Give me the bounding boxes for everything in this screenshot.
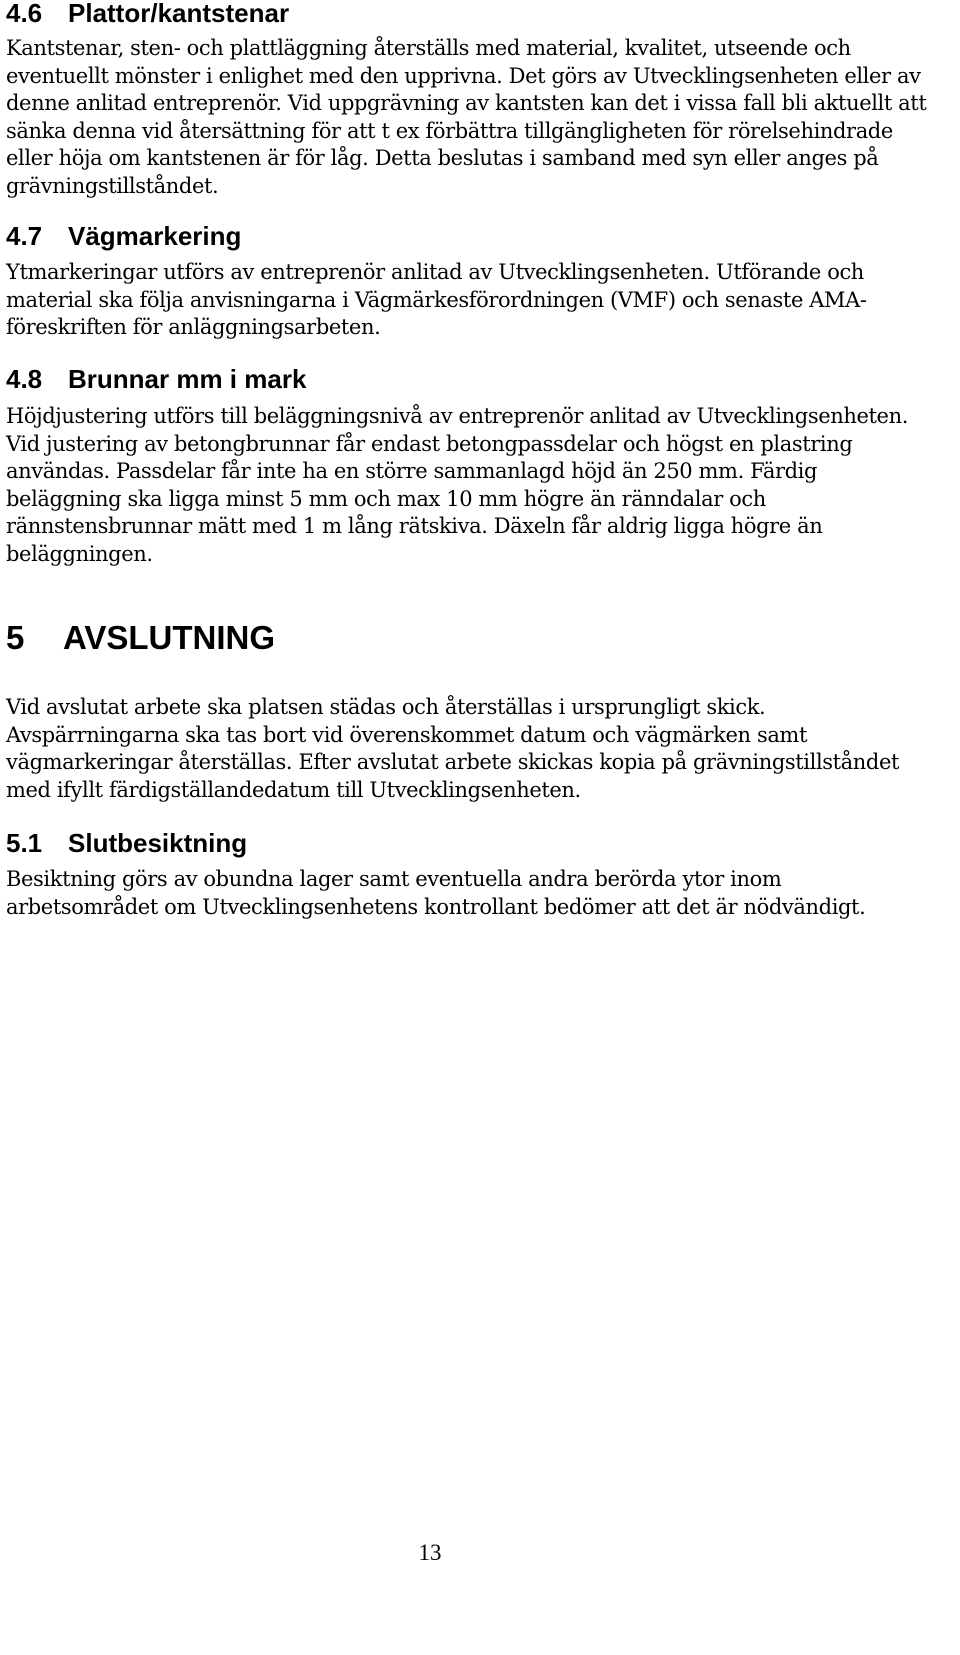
paragraph-brunnar: Höjdjustering utförs till beläggningsnivå av entreprenör anlitad av Utvecklingsenheten. Vid justering av betongbrunnar får endast betongpassdelar och högst en plastring användas. Passdelar får inte ha en större sammanlagd höjd än 250 mm. Färdig beläggning ska ligga minst 5 mm och max 10 mm högre än ränndalar och rännstensbrunnar mätt med 1 m lång rätskiva. Däxeln får aldrig ligga högre än beläggningen. [6,404,908,566]
heading-number: 4.8 [6,364,43,394]
heading-5-1 [6,828,247,858]
paragraph-plattor-kantstenar: Kantstenar, sten- och plattläggning återställs med material, kvalitet, utseende och eventuellt mönster i enlighet med den upprivna. Det görs av Utvecklingsenheten eller av denne anlitad entreprenör. Vid uppgrävning av kantsten kan det i vissa fall bli aktuellt att sänka denna vid återsättning för att t ex förbättra tillgängligheten för rörelsehindrade eller höja om kantstenen är för låg. Detta beslutas i samband med syn eller anges på grävningstillståndet. [6,36,927,198]
paragraph-slutbesiktning: Besiktning görs av obundna lager samt eventuella andra berörda ytor inom arbetsområdet om Utvecklingsenhetens kontrollant bedömer att det är nödvändigt. [6,867,866,919]
heading-5 [6,619,275,657]
heading-number: 4.6 [6,0,43,28]
heading-4-6 [6,0,289,28]
heading-4-7 [6,221,241,251]
heading-title: Plattor/kantstenar [68,0,290,28]
heading-title: AVSLUTNING [63,619,276,656]
heading-number: 5.1 [6,828,43,858]
paragraph-vagmarkering: Ytmarkeringar utförs av entreprenör anlitad av Utvecklingsenheten. Utförande och material ska följa anvisningarna i Vägmärkesförordningen (VMF) och senaste AMA-föreskriften för anläggningsarbeten. [6,260,867,339]
heading-title: Slutbesiktning [68,828,248,858]
page-number: 13 [418,1540,442,1565]
heading-4-8 [6,364,306,394]
heading-number: 5 [6,619,25,656]
heading-title: Brunnar mm i mark [68,364,307,394]
paragraph-avslutning: Vid avslutat arbete ska platsen städas och återställas i ursprungligt skick. Avspärrningarna ska tas bort vid överenskommet datum och vägmärken samt vägmarkeringar återställas. Efter avslutat arbete skickas kopia på grävningstillståndet med ifyllt färdigställandedatum till Utvecklingsenheten. [6,695,900,802]
heading-number: 4.7 [6,221,43,251]
heading-title: Vägmarkering [68,221,242,251]
